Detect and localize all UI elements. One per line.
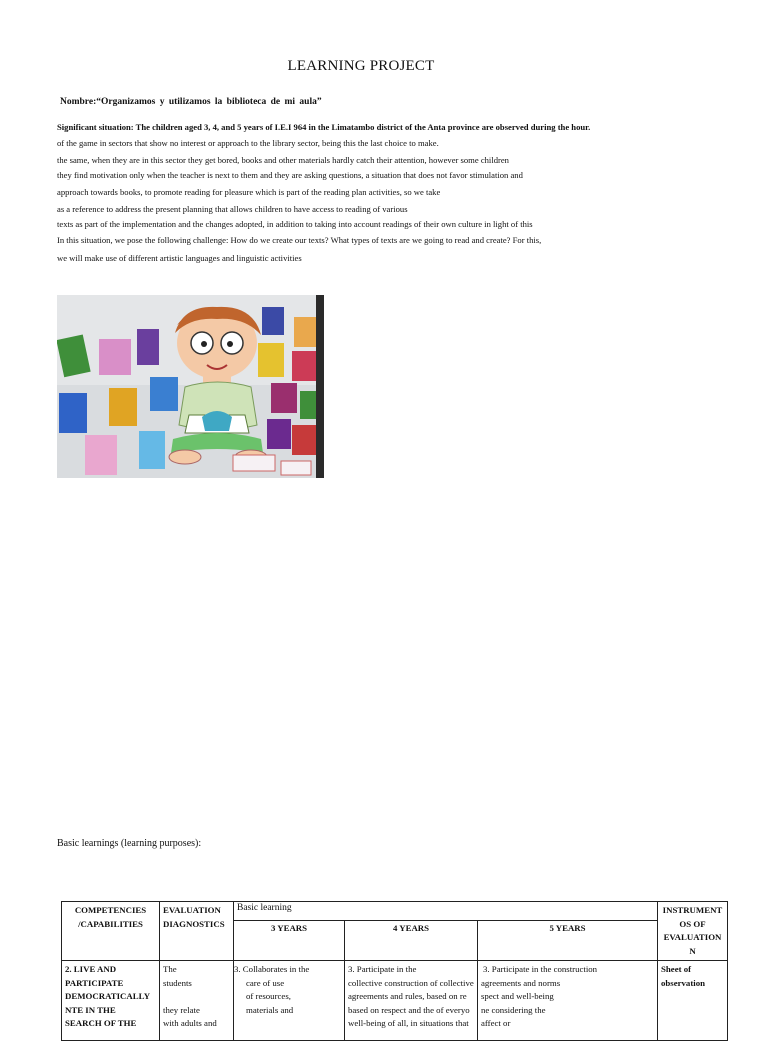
basic-learnings-label: Basic learnings (learning purposes): (57, 838, 202, 849)
significant-situation-lead: Significant situation: The children aged 3, 4, and 5 years of I.E.I 964 in the Limatambo district of the Anta province are observed during the hour. (57, 122, 591, 132)
cell-4-years: 3. Participate in the collective construction of collective agreements and rules, based on re based on respect and the of everyo well-being of all, in situations that (345, 961, 478, 1041)
header-competencies: COMPETENCIES /CAPABILITIES (62, 902, 160, 961)
cell-instrument: Sheet of observation (658, 961, 728, 1041)
table-header-row (62, 902, 728, 921)
header-5-years: 5 YEARS (478, 920, 658, 960)
header-basic-learning: Basic learning (234, 902, 658, 921)
document-title: LEARNING PROJECT (287, 58, 435, 74)
header-4-years: 4 YEARS (345, 920, 478, 960)
project-name: Nombre:“Organizamos y utilizamos la biblioteca de mi aula” (60, 97, 322, 107)
cell-5-years: 3. Participate in the construction agreements and norms spect and well-being ne considering the affect or (478, 961, 658, 1041)
header-instrument: INSTRUMENT OS OF EVALUATION N (658, 902, 728, 961)
table-row (62, 961, 728, 1041)
paragraph-line: we will make use of different artistic languages and linguistic activities (57, 253, 302, 263)
paragraph-line: approach towards books, to promote reading for pleasure which is part of the reading plan activities, so we take (57, 187, 441, 197)
paragraph-line: texts as part of the implementation and the changes adopted, in addition to taking into account readings of their own culture in light of this (57, 219, 533, 229)
paragraph-line: as a reference to address the present planning that allows children to have access to reading of various (57, 204, 408, 214)
paragraph-line: In this situation, we pose the following challenge: How do we create our texts? What types of texts are we going to read and create? For this, (57, 235, 542, 245)
paragraph-line: the same, when they are in this sector they get bored, books and other materials hardly catch their attention, however some children (57, 155, 509, 165)
paragraph-line: they find motivation only when the teacher is next to them and they are asking questions, a situation that does not favor stimulation and (57, 170, 523, 180)
cell-3-years: 3. Collaborates in the care of use of resources, materials and (234, 961, 345, 1041)
header-evaluation: EVALUATION DIAGNOSTICS (160, 902, 234, 961)
paragraph-line: of the game in sectors that show no interest or approach to the library sector, being this the last choice to make. (57, 138, 439, 148)
cell-evaluation: The students they relate with adults and (160, 961, 234, 1041)
classroom-library-photo (57, 295, 324, 478)
cell-competency: 2. LIVE AND PARTICIPATE DEMOCRATICALLY NTE IN THE SEARCH OF THE (62, 961, 160, 1041)
header-3-years: 3 YEARS (234, 920, 345, 960)
learning-table (61, 901, 728, 1041)
